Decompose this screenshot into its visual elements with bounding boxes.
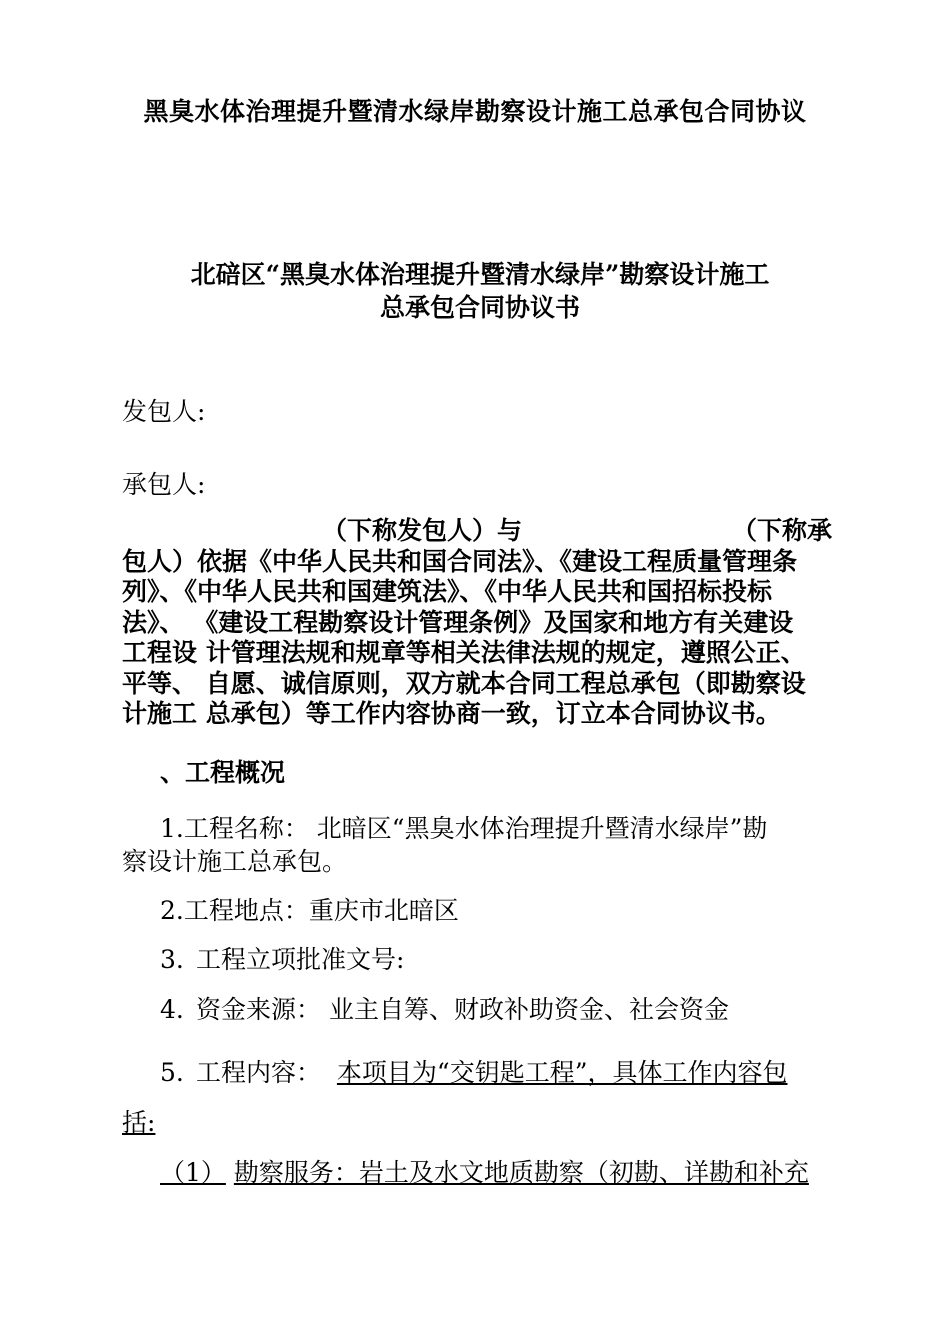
item-number: 2. <box>160 896 184 925</box>
funding-source-text: 资金来源： 业主自筹、财政补助资金、社会资金 <box>196 995 729 1024</box>
sub-item-survey-text: 勘察服务：岩土及水文地质勘察（初勘、详勘和补充 <box>233 1158 809 1187</box>
project-content-label: 工程内容： <box>196 1058 322 1087</box>
item-number: 5. <box>160 1058 184 1087</box>
project-name-line-1: 工程名称： 北暗区“黑臭水体治理提升暨清水绿岸”勘 <box>183 814 768 843</box>
section-heading: 、工程概况 <box>160 758 286 787</box>
item-number: 4. <box>160 995 184 1024</box>
project-content-wrap: 括: <box>122 1108 156 1137</box>
contractor-label: 承包人: <box>122 470 206 499</box>
item-approval-number <box>160 940 404 976</box>
agreement-title-line-1: 北碚区“黑臭水体治理提升暨清水绿岸”勘察设计施工 <box>190 260 770 289</box>
intro-line-1b: （下称承 <box>732 516 833 545</box>
project-name-line-2: 察设计施工总承包。 <box>122 847 348 876</box>
project-location-text: 工程地点：重庆市北暗区 <box>183 896 459 925</box>
intro-line-3: 列》、《中华人民共和国建筑法》、《中华人民共和国招标投标 <box>122 577 773 606</box>
item-project-content <box>160 1053 788 1089</box>
sub-item-survey <box>160 1153 809 1189</box>
intro-line-4: 法》、 《建设工程勘察设计管理条例》及国家和地方有关建设 <box>122 607 794 637</box>
intro-line-7: 计施工 总承包）等工作内容协商一致，订立本合同协议书。 <box>122 699 781 728</box>
employer-label: 发包人: <box>122 397 206 426</box>
intro-line-2: 包人）依据《中华人民共和国合同法》、《建设工程质量管理条 <box>122 546 798 576</box>
intro-line-6: 平等、 自愿、诚信原则，双方就本合同工程总承包（即勘察设 <box>122 668 806 698</box>
intro-line-5: 工程设 计管理法规和规章等相关法律法规的规定，遵照公正、 <box>122 638 806 667</box>
agreement-title <box>0 258 950 324</box>
intro-line-1 <box>122 516 842 547</box>
approval-number-text: 工程立项批准文号: <box>196 945 405 974</box>
intro-paragraph <box>122 516 842 730</box>
document-title: 黑臭水体治理提升暨清水绿岸勘察设计施工总承包合同协议 <box>143 97 807 126</box>
project-content-text: 本项目为“交钥匙工程”，具体工作内容包 <box>336 1058 788 1087</box>
intro-line-1a: （下称发包人）与 <box>322 516 523 545</box>
agreement-title-line-2: 总承包合同协议书 <box>379 293 580 322</box>
item-funding-source <box>160 990 729 1026</box>
item-project-name <box>122 812 768 878</box>
item-number: 3. <box>160 945 184 974</box>
item-project-location <box>160 891 459 927</box>
sub-item-number: （1） <box>160 1158 226 1187</box>
item-number: 1. <box>160 814 184 843</box>
